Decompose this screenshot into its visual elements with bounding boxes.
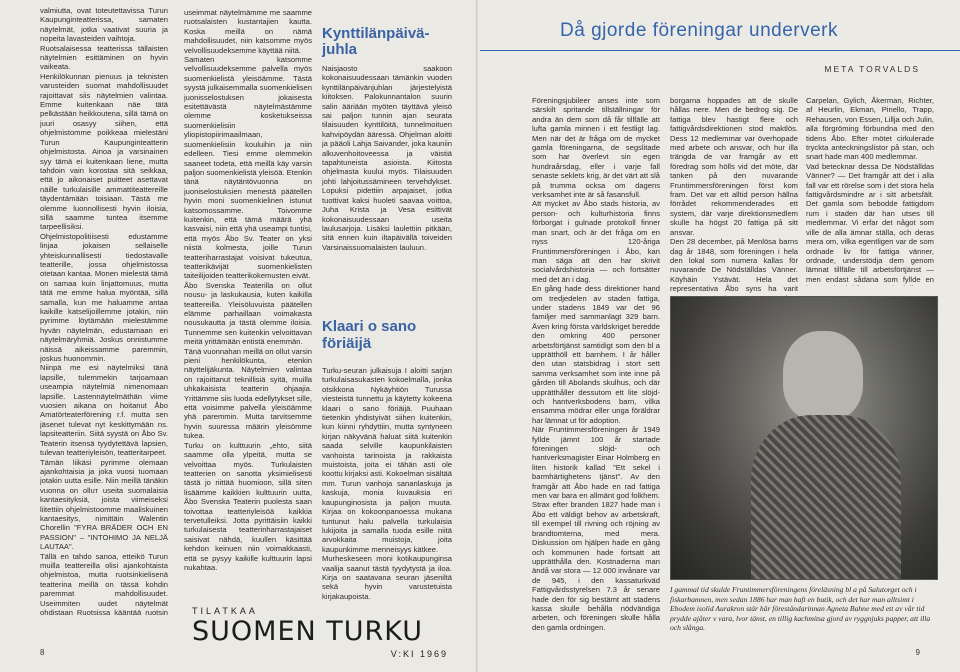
left-page (0, 0, 478, 672)
photo-body-shape (751, 415, 901, 579)
ad-magazine-name: SUOMEN TURKU (192, 616, 424, 647)
klaari-body: Turku-seuran julkaisuja I aloitti sarjan turkulaisasukasten kokoelmalla, jonka otsikkona Nykäyhtiön Turussa viesteistä tunnettu ja käytetty kokeena klaari o sano föriäijä. Puuhaan tietenkin yhdistyivät siihen kuitenkin, kun kiinni ryhdyttiin, mutta syntyneen kirjan näkyvänä haluat siitä kuitenkin saada selville kaupunkilaisten vanhoista tarinoista ja rakkaista muistoista, joita ei tähän asti ole koottu kirjaksi asti. Kokoelman sisältää mm. Turun vanhoja sananlaskuja ja kaskuja, monia kuvauksia eri kaupunginosista ja paljon muuta. Kirjaa on kokoonpanoessa mukana tuntunut halu palvella turkulaisia lukijoita ja samalla tuoda esille niitä arvokkaita muistoja, joita kaupunkimme menneisyys kätkee. Murheskeseen moni kotikaupunginsa vaalija saanut tästä tyydytystä ja iloa. Kirja on saatavana seuran jäseniltä sekä hyvin varustetuista kirjakaupoista. (322, 366, 452, 601)
ad-year-label: V:KI 1969 (390, 649, 448, 659)
photo-head-shape (783, 331, 863, 421)
photo-caption: I gammal tid skulde Fruntimmersföreningens föreläsning bl a på Salutorget och i fiskarbamnen, men sedan 1886 har man haft en butik, och det har man alltsimt i Ebodem isolid Aurakron stär här föreståndarinnan Agneta Bahne med ett av vår tid prydde ajåter v vara, lvor tänst, en tillig kachmitsa gjord av ryggnjuks papper, att illa och slånga. (670, 585, 931, 633)
right-column-3: Carpelan, Gylich, Åkerman, Richter, af Heurlin, Ekman, Pinello, Trapp, Rehausen, von Essen, Lillja och Julin, alla förgröming förbundna med den tidens Åbo. Efter mötet cirkulerade tryckta anteckningslistor på stan, och snart hade man 400 medlemmar. Vad betecknar dessa De Nödställdas Vänner? — Det framgår att det i alla fall var ett rörelse som i det stora hela fattigvårdsmindre ar i sitt arbetsfält. Det gamla som bebodde fattigdom rum i staden där han utses till medlemmar. Vi erfar det något som ville de alla ämnar ställa, och deras mera om, vilka egentligen var de som ordnade liv för fattiga vänner, ordnade, understödja dem genom lämnat tillfälle till arbetsförtjänst — men endast sådana som fyllde en (806, 96, 934, 284)
ad-subscribe-label: TILATKAA (192, 606, 258, 616)
title-rule (480, 50, 960, 51)
portrait-photo (670, 296, 938, 580)
right-page (480, 0, 960, 672)
kynttilanpaiva-body: Naisjaosto saakoon kokonaisuudessaan tämänkin vuoden kynttilänpäivänjuhlan järjestelyistä kiitoksen. Palokunnantalon suurin salin ääriään myöten täyttävä yleisö sai paljon tunnin ajan seurata tilaisuuden kynttilöitä, tunnelmoituen kahvipöydän ääressä. Ohjelman aloitti ja pääoli Lahja Saivander, joka kauniin alkuvenhoitoveessa ja väistiä tapahtuneista asioista. Kiitosta ohjelmasta kuului myös. Tilaisuuden johti lahjoitussämineen tervehdykset. Lopuksi pidettiin arpajaiset, jotka tuottivat kaksi huoleti saavaa voittoa, Juha Krista ja Vesa esittivät kokonaisuudessaan useita laulusarjoja. Lisäksi laulettiin pitkään, sitä ennen kuin iltapäivällä toiveiden Varsinaissuomalaisten lauluun. (322, 64, 452, 252)
page-number-left: 8 (40, 648, 45, 657)
right-column-2: borgarna hoppades att de skulle hållas nere. Men de bedrog sig. De fattiga blev hastigt flere och fattigvårdsdirektionen stod maktlös. Dess 12 medlemmar var överhopade med arbete och ansvar, och hur illa trängda de var framgår av ett föredrag som hölls vid det möte, där tanken på den nuvarande Fruntimmersföreningen först kom fram. Det var ett alltid person hällna förrådet rekommenderades ett system, där varje direktionsmedlem skulle ha högst 20 fattiga på sitt ansvar. Den 28 december, på Menlösa barns dag år 1848, som föreningen i hela den lokal som numera kallas för nuvarande De Nödställdas Vänner. Köyhäin Ystävät. Hela det representativa Åbo syns ha varit (670, 96, 798, 294)
article-column-2: useimmat näytelmämme me saamme ruotsalaisten kustantajien kautta. Koska meillä on nämä mahdollisuudet, niin katsomme myös velvollisuudeksemme käyttää niitä. Samaten katsomme velvollisuudeksemme palvella myös suomenkielistä yleisöämme. Tästä syystä julkaisemmalla suomenkielisen juonisselostuksen jokaisesta esitettävästä näytelmästämme olemme kosketukseissa suomenkielisiin yliopistopiirimaailmaan, suomenkielisiin kouluihin ja niin edelleen. Tiesi emme olemmekin saaneet todeta, että meillä käy varsin paljon suomenkielistä yleisöä. Etenkin tänä näytäntövuonna on juoniselostuksien menestä päätellen hyvin moni suomenkielinen istunut katsomossamme. Toivomme kuitenkin, että tämä määrä yhä kasvaisi, niin että yhä useampi tuntisi, että myös Åbo Sv. Teater on yksi niistä kolmesta, joille Turun teatteriharrastajat voisivat tukeutua, teatterikävijät suomenkielisten taiteilijoiden teatterikokemusten eivät. Åbo Svenska Teaterilla on ollut nousu- ja laskukausia, kuten kaikilla teattereilla. Yleisöluvuista päätellen elämme parhaillaan voimakasta nousukautta ja tästä olemme iloisia. Tunnemme sen kuitenkin velvoittavan meitä yrittämään entistä enemmän. Tänä vuonnahan meillä on ollut varsin pieni henkilökunta, etenkin näyttelijäkunta. Näytelmien valintaa on rajoittanut teknillisiä syitä, muilla uhkakaisista teatterin ohjaajia. Yrittämme siis luoda edellytykset sille, että voisimme palvella yleisöämme yhä paremmin. Mutta tarvitsemme hyvin suuressa määrin yleisömme tukea. Turku on kulttuurin „ehto, siitä saamme olla ylpeitä, mutta se velvoittaa myös. Turkulaisten teatterien on sanotta yksimielisesti tästä jo riittää huomioon, sillä siten lisäämme kaikkien kulttuurin uutta, Åbo Svenska Teaterin puolesta saan toivottaa teatteriyleisöä kaikkia tervetulleiksi. Jotta pyrittäisiin kaikki turkulaisesta teatterinharrastajaiset saisivat nähdä, kuullen käsittää kehdon keinuen niin voimakkaasti, että se pysyy kaikille kulttuurin lapsi nukahtaa. (184, 8, 312, 572)
page-number-right: 9 (915, 648, 920, 657)
subscription-ad (192, 606, 454, 664)
article-column-1: valmiutta, ovat toteutettavissa Turun Kaupunginteatterissa, samaten näytelmät, jotka vaativat suuria ja nopeita lavasteiden vaihtoja. Ruotsalaisessa teatterissa tällaisten näytelmien esittäminen on hyvin vaikeata. Henkilökunnan pienuus ja teknisten varusteiden suomat mahdollisuudet rajoittavat siis näytelmien valintaa. Emme kuitenkaan näe tätä pelkästään heikkoutena, sillä tämä on juuri osasyy siihen, että ohjelmistomme poikkeaa mielestäni Turun Kaupunginteatterin ohjelmistosta. Ainoa ja varsinainen syy tämä ei kuitenkaan liene, mutta tahdoin vain korostaa sitä seikkaa, että jo aikonaiset puitteet asettavat näille turkulaisille ammattiteattereille täydentämään toisiaan. Tästä me olemme luonnollisesti hyvin iloisia, sillä saamme tuntea itsemme tarpeellisiksi. Ohjelmistopolitiisesti edustamme linjaa jokaisen sellaiselle yhteiskunnallisesti tiedostavalle teatterille, jossa ohjelmistossa otetaan kantaa. Monen mielestä tämä on samaa kuin linjattomuus, mutta tätä me emme halua myöntää, sillä samalla, kun me haluamme antaa kaikille katselijoillemme jotakin, niin pyrimme löytämään mielestämme hyvän näytelmän, edustamaan eri näytelmäryhmiä. Joskus onnistumme näissä aikeissamme paremmin, joskus huonommin. Niinpä me esi näytelmiksi tänä lapsille, tulemmekin tarjoamaan useampia näytelmiä nimenomaan lapsille. Lastennäytelmäthän viime vuosien aikana on hoitanut Åbo Amatörteaterförening r.f. mutta sen jäsenet tulevat nyt keskittymään ns. lapsiteatteriin. Siitä syystä on Åbo Sv. Teaterin itsensä tyydytettävä lapsien, tulevan teatteriyleisön, teatteritarpeet. Tämän liikäsi pyrimme olemaan ajankohtaisia ja joka vuosi tuomaan jotakin uutta esille. Niin meillä tänäkin vuonna on olluт useita suomalaisia kantaesityksiä, joista viimeiseksi liitettiin ohjelmistoomme maaliskuinen kantaesitys, nimittäin Walentin Chorellin "FYRA BRÄDER OCH EN PASSION" – "INTOHIMO JA NELJÄ LAUTAA". Tällä en tahdo sanoa, etteikö Turun muilla teattereilla olisi ajankohtaista ohjelmistoa, mutta ruotsinkielisenä teatterina meillä on tässä kohdin paremmat mahdollisuudet. Useimmiten uudet näytelmät ohdistaan Ruotsissa kääntää ruotsin (40, 6, 168, 616)
article-title: Då gjorde föreningar underverk (560, 20, 838, 41)
article-byline: META TORVALDS (824, 64, 920, 74)
klaari-heading: Klaari o sano föriäijä (322, 318, 417, 352)
kynttilanpaiva-heading: Kynttilänpäivä- juhla (322, 25, 430, 58)
right-column-1: Föreningsjubileer anses inte som särskilt spritande tillställningar för andra än dem som då får tillfälle att lufta gamla minnen i ett festligt lag. Men när det är fråga om de mycket gamla föreningarna, de segslitade som har överlevt sin egen hundraårsdag, eller i varje fall senaste seklets krig, är det värt att slå på trumma ocksa om dagens verksamhet inte är så fasansfull. Att mycket av Åbo stads historia, av person- och kulturhistoria finns förborgat i gulnade protokoll finner man snart, och är det fråga om en nyss 120-åriga Fruntimmersföreningen i Åbo, kan man säga att den har skrivit socialvårdshistoria — och fortsätter med det än i dag. En gång hade dess direktioner hand om tredjedelen av staden fattiga, under stadens 1849 var det 96 familjer med sammanlagt 329 barn. Även kring första världskriget beredde den omkring 400 personer arbetsförtjänst samtidigt som den bl a upprätthöll ett barnhem. I år håller den utan statsbidrag i stort sett samma verksamhet som inte inne på gården till Abolands skulhus, och där upprätthåller dessutom ett lite slöjd- och hantverksbodens barn, vilka ensamma mödrar eller unga föräldrar har lämnat ut för adoption. När Fruntimmersföreningen år 1949 fyllde jämnt 100 år startade föreningen slöjd- och hantverksmagister Einar Holmberg en liten historik kallad "Ett sekel i barmhärtighetens tjänst". Av den framgår att Åbo hade en rad fattiga men var bara en allmänt god folkhem. Strax efter branden 1827 hade man i Åbo ett väldigt behov av arbetskraft, till exempel till rivning och röjning av brandtomterna, med mera. Diskussion om hjälpen hade en gång och kommunen hade fortsatt att upprätthålla den. Kostnaderna man ändå var stora — 12 000 invånare var de 945, i den kassaturkväd Fattigvårdsstyrelsen 7.3 år senare hade den för sig bestämt att stadens kassa skulle behålla nödvändiga arbeten, och föreningen skulle hålla den gamla ordningen. (532, 96, 660, 632)
